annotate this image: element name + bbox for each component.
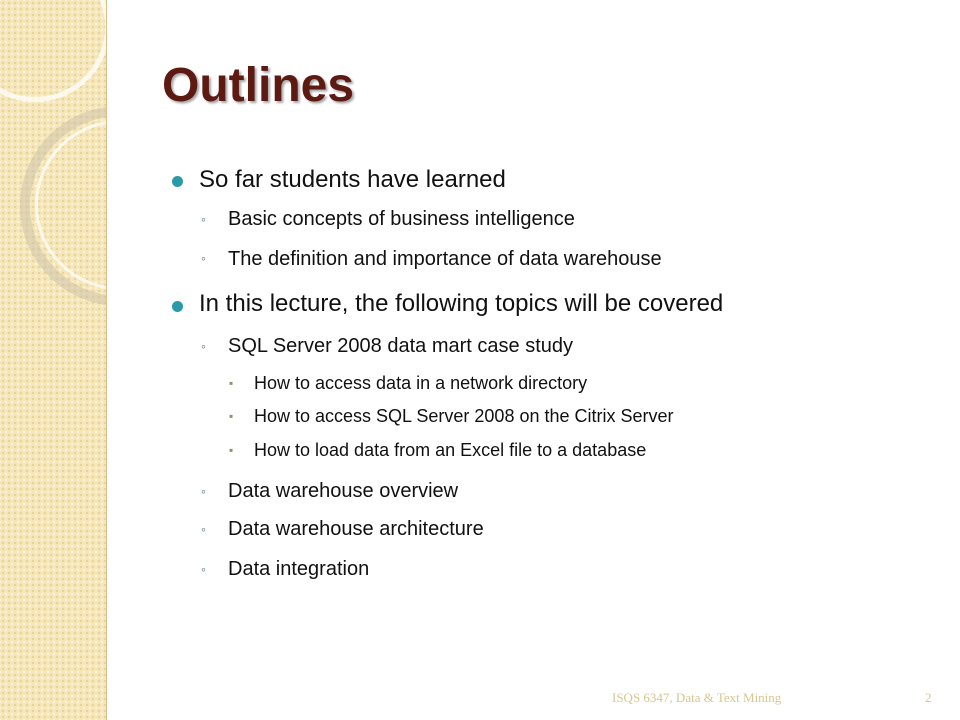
hollow-bullet-icon: ◦ xyxy=(201,561,206,577)
hollow-bullet-icon: ◦ xyxy=(201,483,206,499)
list-item: Data warehouse architecture xyxy=(228,518,484,540)
list-item: The definition and importance of data warehouse xyxy=(228,248,662,270)
sub-list-item: How to access SQL Server 2008 on the Citrix Server xyxy=(254,406,674,426)
list-item: SQL Server 2008 data mart case study xyxy=(228,335,573,357)
footer-text: ISQS 6347, Data & Text Mining xyxy=(612,690,782,705)
bullet-dot-icon xyxy=(172,176,183,187)
page-number: 2 xyxy=(925,690,932,705)
list-item: Basic concepts of business intelligence xyxy=(228,208,575,230)
hollow-bullet-icon: ◦ xyxy=(201,211,206,227)
section-heading: In this lecture, the following topics will be covered xyxy=(199,290,724,317)
slide-title: Outlines xyxy=(162,59,355,112)
list-item: Data integration xyxy=(228,558,370,580)
sub-list-item: How to access data in a network directory xyxy=(254,373,588,393)
sub-list-item: How to load data from an Excel file to a database xyxy=(254,440,647,460)
hollow-bullet-icon: ◦ xyxy=(201,338,206,354)
section-heading: So far students have learned xyxy=(199,166,506,193)
hollow-bullet-icon: ◦ xyxy=(201,521,206,537)
square-bullet-icon: ▪ xyxy=(229,376,234,390)
hollow-bullet-icon: ◦ xyxy=(201,250,206,266)
list-item: Data warehouse overview xyxy=(228,480,459,502)
square-bullet-icon: ▪ xyxy=(229,409,234,423)
square-bullet-icon: ▪ xyxy=(229,443,234,457)
bullet-dot-icon xyxy=(172,301,183,312)
